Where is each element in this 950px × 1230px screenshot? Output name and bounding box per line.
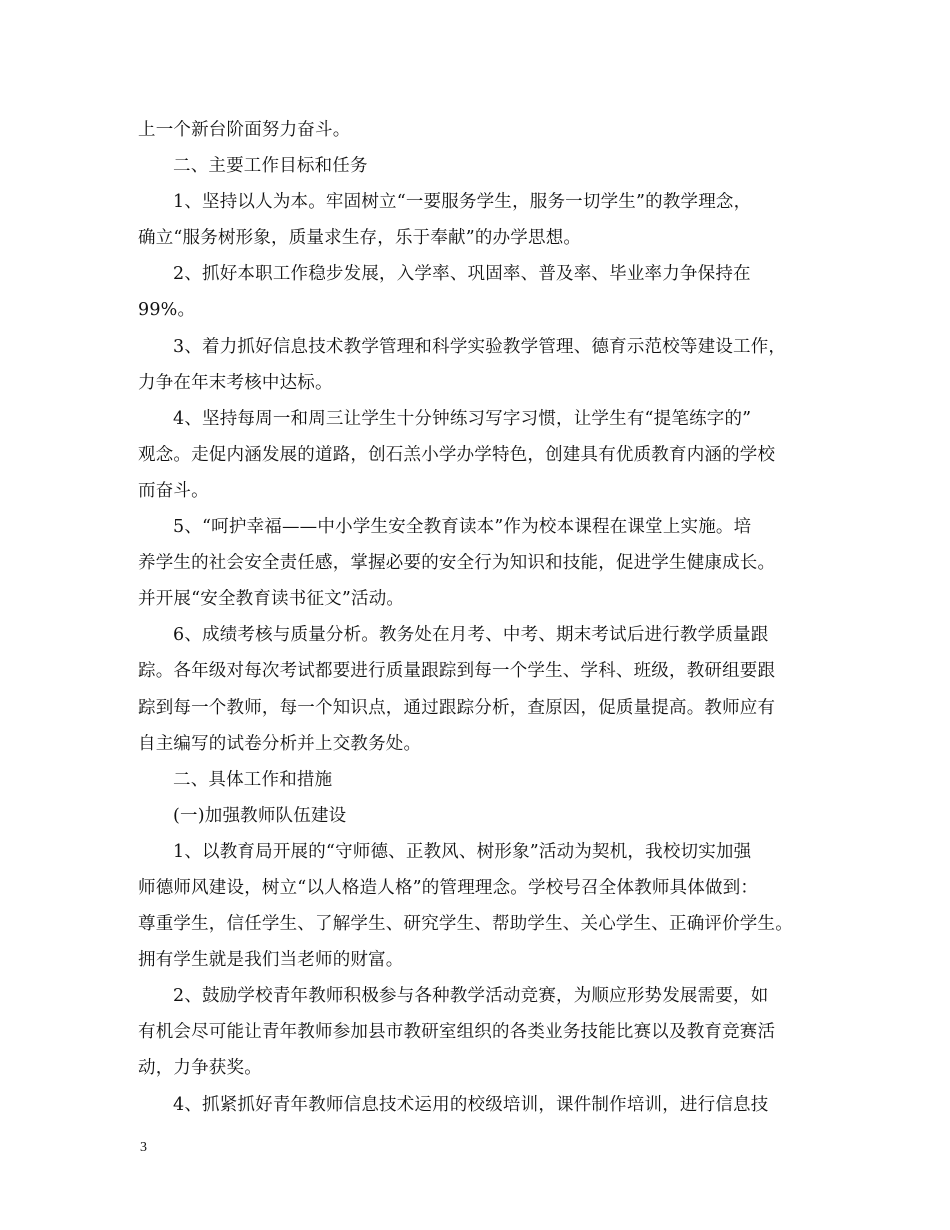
text-line: 2、鼓励学校青年教师积极参与各种教学活动竞赛，为顺应形势发展需要，如	[173, 986, 769, 1007]
text-line: 3、着力抓好信息技术教学管理和科学实验教学管理、德育示范校等建设工作，	[173, 336, 787, 357]
text-line: 4、坚持每周一和周三让学生十分钟练习写字习惯，让学生有“提笔练字的”	[173, 408, 752, 429]
text-line: 踪。各年级对每次考试都要进行质量跟踪到每一个学生、学科、班级，教研组要跟	[138, 661, 776, 682]
text-line: 1、以教育局开展的“守师德、正教风、树形象”活动为契机，我校切实加强	[173, 841, 752, 862]
text-line: 5、“呵护幸福——中小学生安全教育读本”作为校本课程在课堂上实施。培	[173, 517, 752, 538]
text-line: (一)加强教师队伍建设	[173, 805, 347, 826]
document-body	[138, 112, 828, 1123]
text-line: 自主编写的试卷分析并上交教务处。	[138, 733, 422, 754]
page-number: 3	[140, 1140, 147, 1155]
text-line: 上一个新台阶面努力奋斗。	[138, 120, 351, 140]
text-line: 2、抓好本职工作稳步发展，入学率、巩固率、普及率、毕业率力争保持在	[173, 264, 751, 285]
text-line: 99%。	[138, 300, 196, 321]
text-line: 观念。走促内涵发展的道路，创石羔小学办学特色，创建具有优质教育内涵的学校	[138, 444, 776, 465]
text-line: 尊重学生，信任学生、了解学生、研究学生、帮助学生、关心学生、正确评价学生。	[138, 914, 793, 935]
text-line: 拥有学生就是我们当老师的财富。	[138, 950, 404, 971]
text-line: 踪到每一个教师，每一个知识点，通过跟踪分析，查原因，促质量提高。教师应有	[138, 697, 776, 718]
text-line: 并开展“安全教育读书征文”活动。	[138, 589, 405, 610]
text-line: 动，力争获奖。	[138, 1058, 262, 1079]
text-line: 4、抓紧抓好青年教师信息技术运用的校级培训，课件制作培训，进行信息技	[173, 1094, 769, 1115]
text-line: 师德师风建设，树立“以人格造人格”的管理理念。学校号召全体教师具体做到：	[138, 877, 759, 898]
text-line: 确立“服务树形象，质量求生存，乐于奉献”的办学思想。	[138, 228, 582, 249]
text-line: 而奋斗。	[138, 480, 209, 501]
text-line: 养学生的社会安全责任感，掌握必要的安全行为知识和技能，促进学生健康成长。	[138, 553, 776, 574]
text-line: 6、成绩考核与质量分析。教务处在月考、中考、期末考试后进行教学质量跟	[173, 625, 769, 646]
text-line: 二、主要工作目标和任务	[173, 156, 368, 177]
text-line: 力争在年末考核中达标。	[138, 372, 333, 393]
text-line: 二、具体工作和措施	[173, 769, 333, 790]
text-line: 有机会尽可能让青年教师参加县市教研室组织的各类业务技能比赛以及教育竞赛活	[138, 1022, 776, 1043]
text-line: 1、坚持以人为本。牢固树立“一要服务学生，服务一切学生”的教学理念，	[173, 192, 752, 213]
